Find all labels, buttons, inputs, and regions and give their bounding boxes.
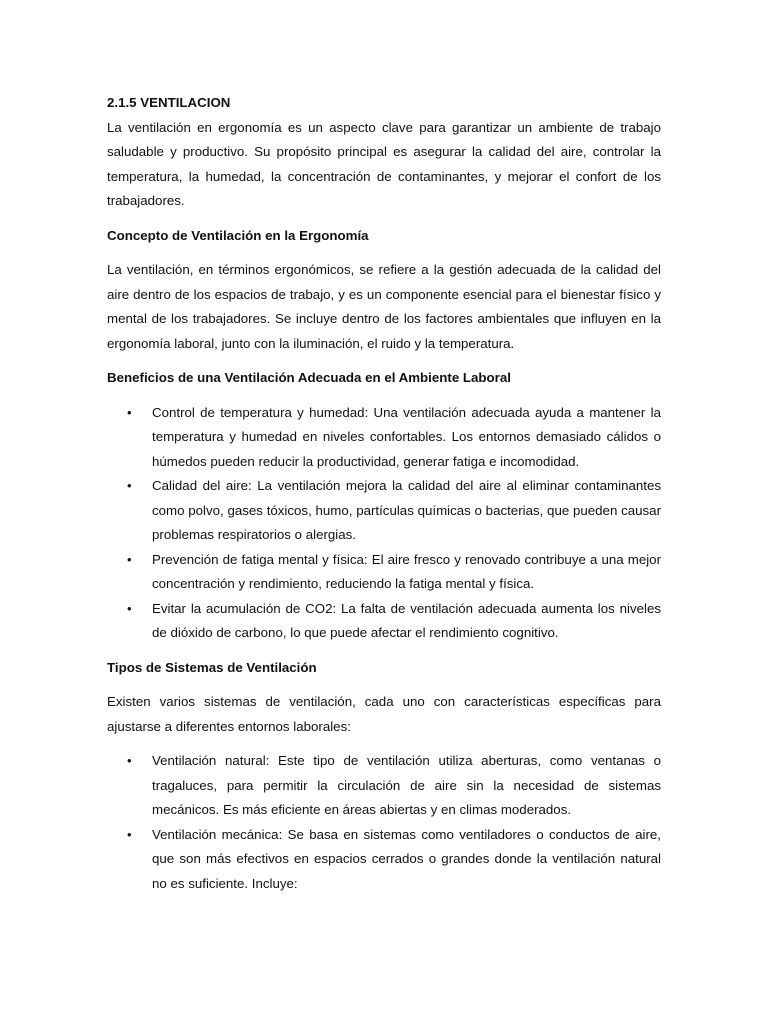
concepto-paragraph: La ventilación, en términos ergonómicos, se refiere a la gestión adecuada de la calidad del aire dentro de los espacios de trabajo, y es un componente esencial para el bienestar físico y mental de los trabajadores. Se incluye dentro de los factores ambientales que influyen en la ergonomía laboral, junto con la iluminación, el ruido y la temperatura. <box>107 262 661 351</box>
list-item-text: Prevención de fatiga mental y física: El aire fresco y renovado contribuye a una mejor concentración y rendimiento, reduciendo la fatiga mental y física. <box>152 551 661 591</box>
list-item <box>107 474 661 548</box>
beneficios-list <box>107 401 661 646</box>
bullet-icon: • <box>127 478 132 493</box>
list-item-text: Control de temperatura y humedad: Una ventilación adecuada ayuda a mantener la temperatura y humedad en niveles confortables. Los entornos demasiado cálidos o húmedos pueden reducir la productividad, generar fatiga e incomodidad. <box>152 404 661 469</box>
bullet-icon: • <box>127 826 132 842</box>
list-item <box>107 401 661 475</box>
bullet-icon: • <box>127 753 132 768</box>
list-item <box>107 823 661 897</box>
concepto-heading: Concepto de Ventilación en la Ergonomía <box>107 227 369 243</box>
list-item-text: Ventilación mecánica: Se basa en sistemas como ventiladores o conductos de aire, que son más efectivos en espacios cerrados o grandes donde la ventilación natural no es suficiente. Incluye: <box>152 826 661 891</box>
list-item <box>107 597 661 646</box>
section-title: 2.1.5 VENTILACION <box>107 95 231 110</box>
list-item-text: Calidad del aire: La ventilación mejora la calidad del aire al eliminar contaminantes como polvo, gases tóxicos, humo, partículas químicas o bacterias, que pueden causar problemas respiratorios o alergias. <box>152 478 661 542</box>
document-page <box>107 91 661 896</box>
bullet-icon: • <box>127 600 132 616</box>
tipos-heading: Tipos de Sistemas de Ventilación <box>107 659 317 675</box>
list-item-text: Evitar la acumulación de CO2: La falta de ventilación adecuada aumenta los niveles de dióxido de carbono, lo que puede afectar el rendimiento cognitivo. <box>152 600 661 640</box>
bullet-icon: • <box>127 551 132 567</box>
list-item <box>107 749 661 823</box>
beneficios-heading: Beneficios de una Ventilación Adecuada en el Ambiente Laboral <box>107 370 511 385</box>
tipos-list <box>107 749 661 896</box>
list-item <box>107 548 661 597</box>
list-item-text: Ventilación natural: Este tipo de ventilación utiliza aberturas, como ventanas o tragaluces, para permitir la circulación de aire sin la necesidad de sistemas mecánicos. Es más eficiente en áreas abiertas y en climas moderados. <box>152 753 661 817</box>
bullet-icon: • <box>127 404 132 420</box>
tipos-paragraph: Existen varios sistemas de ventilación, cada uno con características específicas para ajustarse a diferentes entornos laborales: <box>107 694 661 734</box>
intro-paragraph: La ventilación en ergonomía es un aspecto clave para garantizar un ambiente de trabajo saludable y productivo. Su propósito principal es asegurar la calidad del aire, controlar la temperatura, la humedad, la concentración de contaminantes, y mejorar el confort de los trabajadores. <box>107 119 661 208</box>
